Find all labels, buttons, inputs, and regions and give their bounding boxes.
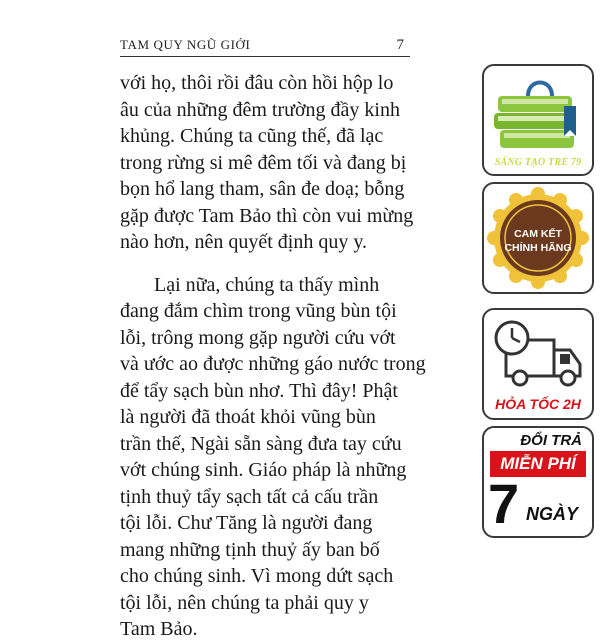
- text-line: khủng. Chúng ta cũng thế, đã lạc: [120, 125, 384, 147]
- genuine-line2: CHÍNH HÃNG: [504, 242, 572, 254]
- store-caption: SÁNG TẠO TRẺ 79: [494, 157, 582, 168]
- paragraph-gap: [120, 256, 410, 272]
- text-line: trong rừng si mê đêm tối và đang bị: [120, 151, 407, 174]
- text-line: mang những tịnh thuỷ ấy ban bố: [120, 538, 380, 561]
- express-caption: HỎA TỐC 2H: [495, 396, 581, 412]
- genuine-line1: CAM KẾT: [514, 228, 562, 240]
- text-line: và ước ao được những gáo nước trong: [120, 353, 426, 375]
- returns-line2: MIỄN PHÍ: [500, 454, 576, 473]
- header-title: TAM QUY NGŨ GIỚI: [120, 37, 251, 52]
- express-badge[interactable]: [482, 308, 594, 420]
- text-line: trần thế, Ngài sẵn sàng đưa tay cứu: [120, 432, 402, 455]
- text-line: đang đắm chìm trong vũng bùn tội: [120, 300, 397, 322]
- books-bag-icon: [484, 66, 592, 158]
- running-header: [120, 32, 410, 57]
- returns-number: 7: [488, 472, 520, 535]
- returns-line1: ĐỔI TRẢ: [520, 432, 582, 449]
- text-line: với họ, thôi rồi đâu còn hồi hộp lo: [120, 72, 394, 94]
- text-line: Lại nữa, chúng ta thấy mình: [154, 273, 380, 296]
- text-line: cho chúng sinh. Vì mong dứt sạch: [120, 565, 394, 587]
- text-line: gặp được Tam Bảo thì còn vui mừng: [120, 204, 414, 227]
- text-line: âu của những đêm trường đầy kinh: [120, 98, 400, 121]
- returns-badge[interactable]: [482, 426, 594, 538]
- body-text: [120, 70, 426, 643]
- store-badge[interactable]: [482, 64, 594, 176]
- text-line: nào hơn, nên quyết định quy y.: [120, 231, 368, 253]
- clock-truck-icon: [484, 310, 592, 396]
- text-line: tịnh thuỷ tẩy sạch tất cả cấu trần: [120, 485, 379, 508]
- text-line: là người đã thoát khỏi vũng bùn: [120, 406, 376, 428]
- text-line: Tam Bảo.: [120, 618, 198, 640]
- text-line: lỗi, trông mong gặp người cứu vớt: [120, 326, 396, 349]
- genuine-badge[interactable]: [482, 182, 594, 294]
- text-line: tội lỗi, nên chúng ta phải quy y: [120, 591, 369, 614]
- text-line: bọn hổ lang tham, sân đe doạ; bỗng: [120, 178, 405, 200]
- text-line: vớt chúng sinh. Giáo pháp là những: [120, 459, 407, 481]
- text-line: tội lỗi. Chư Tăng là người đang: [120, 512, 373, 534]
- returns-unit: NGÀY: [526, 504, 579, 524]
- page-number: 7: [396, 37, 404, 53]
- badge-column: [482, 0, 594, 600]
- text-line: để tẩy sạch bùn nhơ. Thì đây! Phật: [120, 379, 398, 402]
